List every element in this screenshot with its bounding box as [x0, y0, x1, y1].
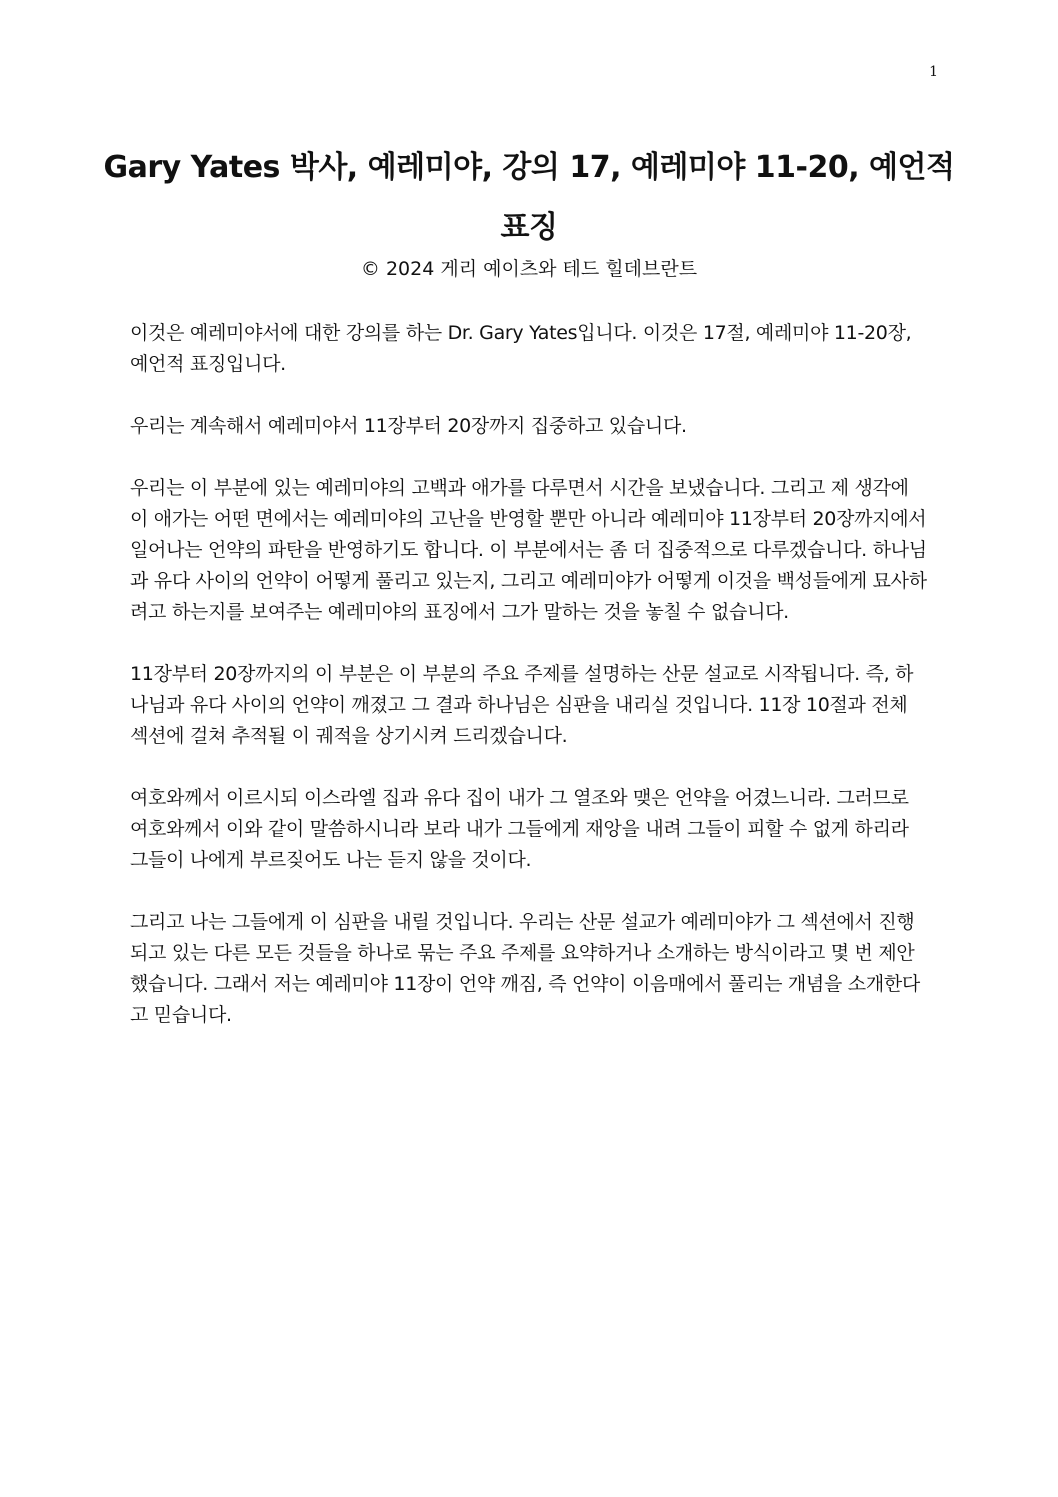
paragraph: 우리는 이 부분에 있는 예레미야의 고백과 애가를 다루면서 시간을 보냈습니다. 그리고 제 생각에 이 애가는 어떤 면에서는 예레미야의 고난을 반영할 뿐만 아니라 예레미야 11장부터 20장까지에서 일어나는 언약의 파탄을 반영하기도 합니다. 이 부분에서는 좀 더 집중적으로 다루겠습니다. 하나님과 유다 사이의 언약이 어떻게 풀리고 있는지, 그리고 예레미야가 어떻게 이것을 백성들에게 묘사하려고 하는지를 보여주는 예레미야의 표징에서 그가 말하는 것을 놓칠 수 없습니다. [130, 477, 927, 623]
page-number: 1 [929, 64, 938, 80]
document-title: Gary Yates 박사, 예레미야, 강의 17, 예레미야 11-20, 예언적 표징 [103, 150, 955, 245]
paragraph: 우리는 계속해서 예레미야서 11장부터 20장까지 집중하고 있습니다. [130, 415, 687, 437]
paragraph: 그리고 나는 그들에게 이 심판을 내릴 것입니다. 우리는 산문 설교가 예레미야가 그 섹션에서 진행되고 있는 다른 모든 것들을 하나로 묶는 주요 주제를 요약하거나 소개하는 방식이라고 몇 번 제안했습니다. 그래서 저는 예레미야 11장이 언약 깨짐, 즉 언약이 이음매에서 풀리는 개념을 소개한다고 믿습니다. [130, 911, 920, 1026]
paragraph: 이것은 예레미야서에 대한 강의를 하는 Dr. Gary Yates입니다. 이것은 17절, 예레미야 11-20장, 예언적 표징입니다. [130, 322, 912, 375]
document-body [130, 318, 930, 1062]
paragraph: 11장부터 20장까지의 이 부분은 이 부분의 주요 주제를 설명하는 산문 설교로 시작됩니다. 즉, 하나님과 유다 사이의 언약이 깨졌고 그 결과 하나님은 심판을 내리실 것입니다. 11장 10절과 전체 섹션에 걸쳐 추적될 이 궤적을 상기시켜 드리겠습니다. [130, 663, 914, 747]
copyright-line: © 2024 게리 예이츠와 테드 힐데브란트 [360, 258, 698, 280]
paragraph: 여호와께서 이르시되 이스라엘 집과 유다 집이 내가 그 열조와 맺은 언약을 어겼느니라. 그러므로 여호와께서 이와 같이 말씀하시니라 보라 내가 그들에게 재앙을 내려 그들이 피할 수 없게 하리라 그들이 나에게 부르짖어도 나는 듣지 않을 것이다. [130, 787, 909, 871]
